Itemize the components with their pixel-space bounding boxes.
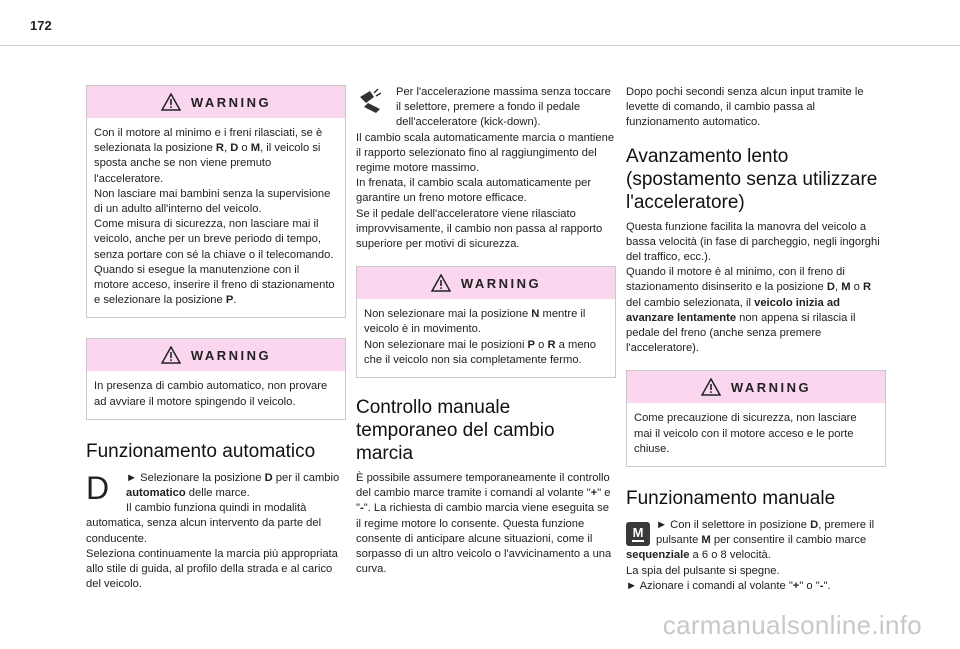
warning-body [87, 118, 345, 317]
warning-line: Non selezionare mai la posizione N mentre il veicolo è in movimento. [364, 308, 586, 336]
warning-body [627, 403, 885, 466]
warning-box [356, 266, 616, 378]
warning-header [87, 86, 345, 118]
warning-box [86, 85, 346, 318]
instruction: ► Azionare i comandi al volante "+" o "-". [626, 579, 831, 592]
section-title: Funzionamento automatico [86, 440, 316, 462]
warning-triangle-icon [431, 274, 451, 292]
paragraph: Seleziona continuamente la marcia più appropriata allo stile di guida, al profilo della strada e al carico del veicolo. [86, 547, 338, 591]
paragraph: Questa funzione facilita la manovra del veicolo a bassa velocità (in fase di parcheggio, negli ingorghi del traffico, ecc.). [626, 220, 880, 264]
warning-line: Non selezionare mai le posizioni P o R a meno che il veicolo non sia completamente fermo. [364, 338, 596, 366]
warning-title: WARNING [730, 379, 812, 395]
warning-title: WARNING [190, 94, 272, 110]
instruction: ► Selezionare la posizione D per il cambio automatico delle marce. [126, 471, 340, 500]
warning-line: Come misura di sicurezza, non lasciare mai il veicolo, anche per un breve periodo di tempo, senza portare con sé la chiave o il telecomando. [94, 218, 334, 261]
column-3 [626, 85, 886, 594]
watermark: carmanualsonline.info [662, 610, 922, 640]
warning-box [626, 370, 886, 467]
column-2 [356, 85, 616, 577]
paragraph: In frenata, il cambio scala automaticamente per garantire un freno motore efficace. [356, 177, 592, 205]
instruction: ► Con il selettore in posizione D, premere il pulsante M per consentire il cambio marce sequenziale a 6 o 8 velocità. [626, 519, 875, 562]
kick-down-block [356, 85, 616, 252]
warning-body [87, 371, 345, 418]
warning-body [357, 299, 615, 377]
paragraph: La spia del pulsante si spegne. [626, 564, 780, 577]
paragraph: È possibile assumere temporaneamente il controllo del cambio marce tramite i comandi al volante "+" e "-". La richiesta di cambio marcia viene eseguita se il regime motore lo consente. Questa funzione consente di anticipare alcune situazioni, come il sorpasso di un altro veicolo o l'avvicinamento a una curva. [356, 472, 612, 576]
paragraph: Se il pedale dell'acceleratore viene rilasciato improvvisamente, il cambio non passa al rapporto superiore per motivi di sicurezza. [356, 207, 603, 251]
d-position-icon: D [86, 469, 110, 506]
warning-text: Come precauzione di sicurezza, non lasciare mai il veicolo con il motore acceso e le porte chiuse. [634, 412, 857, 455]
kick-down-pedal-icon [356, 87, 384, 115]
section-title: Controllo manuale temporaneo del cambio marcia [356, 397, 555, 465]
warning-header [87, 339, 345, 371]
paragraph: Dopo pochi secondi senza alcun input tramite le levette di comando, il cambio passa al funzionamento automatico. [626, 86, 864, 129]
warning-title: WARNING [460, 275, 542, 291]
paragraph: Per l'accelerazione massima senza toccare il selettore, premere a fondo il pedale dell'acceleratore (kick-down). [396, 86, 611, 129]
warning-text: In presenza di cambio automatico, non provare ad avviare il motore spingendo il veicolo. [94, 380, 328, 408]
warning-triangle-icon [161, 93, 181, 111]
warning-triangle-icon [161, 346, 181, 364]
warning-line: Non lasciare mai bambini senza la supervisione di un adulto all'interno del veicolo. [94, 187, 331, 216]
warning-line: Quando si esegue la manutenzione con il motore acceso, inserire il freno di stazionamento e selezionare la posizione P. [94, 263, 335, 307]
warning-line: Con il motore al minimo e i freni rilasciati, se è selezionata la posizione R, D o M, il veicolo si sposta anche se non viene premuto l'acceleratore. [94, 127, 323, 185]
m-button-letter: M [632, 525, 644, 541]
paragraph: Il cambio scala automaticamente marcia o mantiene il rapporto selezionato fino al raggiungimento del regime motore massimo. [356, 131, 615, 175]
page-number: 172 [30, 18, 52, 33]
warning-header [357, 267, 615, 299]
header-divider [0, 45, 960, 46]
m-button-icon [626, 522, 650, 546]
section-title: Avanzamento lento (spostamento senza utilizzare l'acceleratore) [626, 145, 878, 213]
paragraph: Quando il motore è al minimo, con il freno di stazionamento disinserito e la posizione D, M o R del cambio selezionata, il veicolo inizia ad avanzare lentamente non appena si rilascia il pedale del freno (anche senza premere l'acceleratore). [626, 266, 872, 355]
section-title: Funzionamento manuale [626, 488, 836, 510]
warning-title: WARNING [190, 347, 272, 363]
warning-triangle-icon [701, 378, 721, 396]
auto-mode-block [86, 471, 346, 593]
warning-header [627, 371, 885, 403]
warning-box [86, 338, 346, 419]
manual-mode-block [626, 518, 886, 594]
column-1 [86, 85, 346, 592]
paragraph: Il cambio funziona quindi in modalità automatica, senza alcun intervento da parte del conducente. [86, 502, 322, 545]
